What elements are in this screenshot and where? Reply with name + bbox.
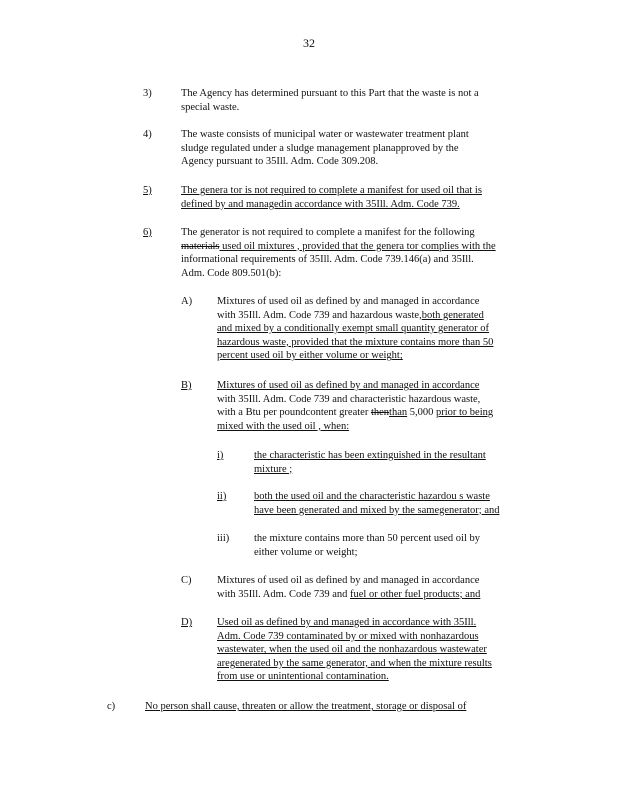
item-c-text: [145, 700, 515, 714]
text-line: [181, 240, 531, 254]
text-line: The genera tor is not required to complete a manifest for used oil that is: [181, 185, 482, 196]
inserted-text: both generated: [421, 309, 484, 321]
text-line: sludge regulated under a sludge management planapproved by the: [181, 142, 459, 154]
item-C-label: C): [181, 575, 192, 586]
item-Biii-label: iii): [217, 533, 230, 544]
inserted-text: aregenerated by the same generator, and when the mixture results: [217, 657, 492, 669]
text-line: defined by and managedin accordance with 35Ill. Adm. Code 739.: [181, 198, 460, 210]
item-6-text: [181, 226, 531, 280]
item-A-text: [217, 295, 533, 363]
text-span: with 35Ill. Adm. Code 739 and: [217, 588, 350, 600]
page-number: 32: [303, 36, 315, 50]
inserted-text: hazardous waste, provided that the mixture contains more than 50: [217, 336, 494, 348]
item-3-text: [181, 87, 523, 114]
inserted-text: Used oil as defined by and managed in accordance with 35Ill.: [217, 617, 477, 628]
item-B-label: B): [181, 380, 192, 391]
text-line: [217, 588, 527, 602]
struck-text: materials: [181, 240, 220, 252]
text-line: Mixtures of used oil as defined by and managed in accordance: [217, 575, 480, 586]
inserted-text: mixed with the used oil , when:: [217, 420, 350, 432]
text-line: either volume or weight;: [254, 546, 358, 558]
item-B-text: [217, 379, 537, 433]
item-6-label: 6): [143, 227, 152, 238]
item-Bi-text: [254, 449, 524, 476]
inserted-text: and mixed by a conditionally exempt small quantity generator of: [217, 323, 490, 335]
inserted-text: Mixtures of used oil as defined by and managed in accordance: [217, 380, 480, 391]
inserted-text: have been generated and mixed by the samegenerator; and: [254, 504, 500, 516]
inserted-text: Adm. Code 739 contaminated by or mixed with nonhazardous: [217, 630, 479, 642]
inserted-text: No person shall cause, threaten or allow the treatment, storage or disposal of: [145, 701, 467, 712]
text-line: [217, 309, 533, 323]
item-5-text: [181, 184, 523, 211]
text-line: Adm. Code 809.501(b):: [181, 267, 282, 279]
inserted-text: wastewater, when the used oil and the nonhazardous wastewater: [217, 644, 487, 656]
inserted-text: mixture ;: [254, 463, 293, 475]
inserted-text: percent used oil by either volume or weight;: [217, 350, 403, 362]
item-C-text: [217, 574, 527, 601]
text-line: informational requirements of 35Ill. Adm. Code 739.146(a) and 35Ill.: [181, 254, 474, 266]
text-line: [217, 406, 537, 420]
text-span: 5,000: [407, 407, 436, 419]
inserted-text: both the used oil and the characteristic hazardou s waste: [254, 491, 490, 502]
item-A-label: A): [181, 296, 193, 307]
item-5-label: 5): [143, 185, 152, 196]
inserted-text: fuel or other fuel products; and: [350, 588, 481, 600]
text-line: special waste.: [181, 101, 240, 113]
item-4-text: [181, 128, 523, 169]
text-line: The Agency has determined pursuant to this Part that the waste is not a: [181, 88, 479, 99]
text-line: Agency pursuant to 35Ill. Adm. Code 309.208.: [181, 156, 379, 168]
inserted-text: prior to being: [435, 407, 494, 419]
item-c-label: c): [107, 701, 116, 712]
struck-text: then: [370, 407, 390, 419]
text-line: Mixtures of used oil as defined by and managed in accordance: [217, 296, 480, 307]
inserted-text: than: [389, 407, 408, 419]
item-Bii-text: [254, 490, 534, 517]
text-span: with 35Ill. Adm. Code 739 and hazardous waste,: [217, 309, 422, 321]
item-3-label: 3): [143, 88, 152, 99]
text-line: The waste consists of municipal water or wastewater treatment plant: [181, 129, 469, 140]
text-line: The generator is not required to complete a manifest for the following: [181, 227, 475, 238]
item-Bi-label: i): [217, 450, 224, 461]
inserted-text: the characteristic has been extinguished in the resultant: [254, 450, 486, 461]
item-Bii-label: ii): [217, 491, 227, 502]
item-4-label: 4): [143, 129, 152, 140]
text-line: the mixture contains more than 50 percent used oil by: [254, 533, 480, 544]
item-D-label: D): [181, 617, 193, 628]
inserted-text: from use or unintentional contamination.: [217, 671, 389, 683]
item-Biii-text: [254, 532, 516, 559]
inserted-text: used oil mixtures , provided that the genera tor complies with the: [219, 240, 496, 252]
text-span: with a Btu per poundcontent greater: [217, 407, 371, 419]
item-D-text: [217, 616, 539, 684]
text-line: with 35Ill. Adm. Code 739 and characteristic hazardous waste,: [217, 393, 481, 405]
